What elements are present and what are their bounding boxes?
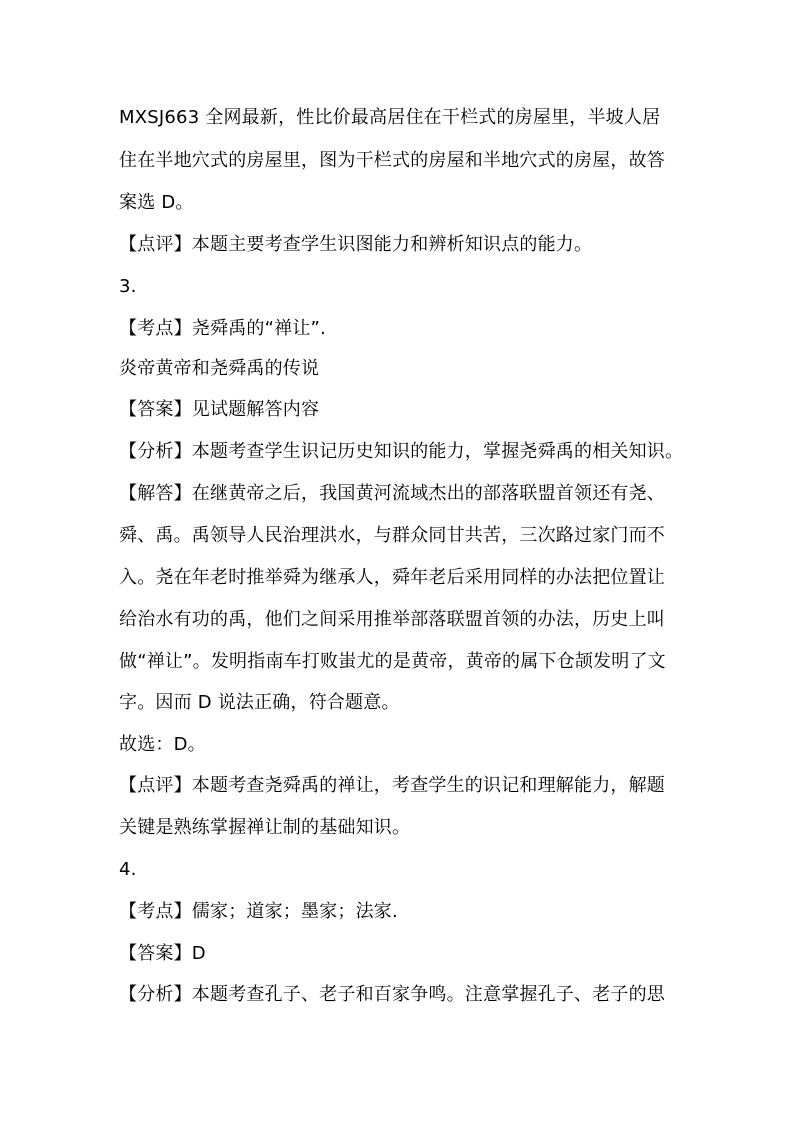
text-line: 故选：D。	[119, 734, 206, 755]
text-line: 住在半地穴式的房屋里，图为干栏式的房屋和半地穴式的房屋，故答	[119, 150, 665, 171]
text-line: 【答案】D	[119, 943, 206, 964]
text-line: 【分析】本题考查学生识记历史知识的能力，掌握尧舜禹的相关知识。	[119, 441, 684, 462]
text-line: 案选 D。	[119, 192, 194, 213]
text-line: 【考点】儒家；道家；墨家；法家.	[119, 901, 398, 922]
text-line: 【分析】本题考查孔子、老子和百家争鸣。注意掌握孔子、老子的思	[119, 984, 665, 1005]
text-line: 入。尧在年老时推举舜为继承人，舜年老后采用同样的办法把位置让	[119, 567, 665, 588]
text-line: 关键是熟练掌握禅让制的基础知识。	[119, 817, 411, 838]
text-line: 【考点】尧舜禹的“禅让”.	[119, 318, 326, 339]
text-line: 炎帝黄帝和尧舜禹的传说	[119, 358, 320, 379]
text-line: 字。因而 D 说法正确，符合题意。	[119, 692, 400, 713]
text-line: 做“禅让”。发明指南车打败蚩尤的是黄帝，黄帝的属下仓颉发明了文	[119, 651, 666, 672]
text-line: 【解答】在继黄帝之后，我国黄河流域杰出的部落联盟首领还有尧、	[119, 483, 665, 504]
text-line: 【点评】本题主要考查学生识图能力和辨析知识点的能力。	[119, 234, 593, 255]
text-line: 给治水有功的禹，他们之间采用推举部落联盟首领的办法，历史上叫	[119, 609, 665, 630]
text-line: 【点评】本题考查尧舜禹的禅让，考查学生的识记和理解能力，解题	[119, 775, 665, 796]
question-number: 4.	[119, 859, 137, 880]
text-line: MXSJ663 全网最新，性比价最高居住在干栏式的房屋里，半坡人居	[119, 107, 661, 128]
question-number: 3.	[119, 276, 137, 297]
text-line: 【答案】见试题解答内容	[119, 399, 320, 420]
text-line: 舜、禹。禹领导人民治理洪水，与群众同甘共苦，三次路过家门而不	[119, 525, 665, 546]
